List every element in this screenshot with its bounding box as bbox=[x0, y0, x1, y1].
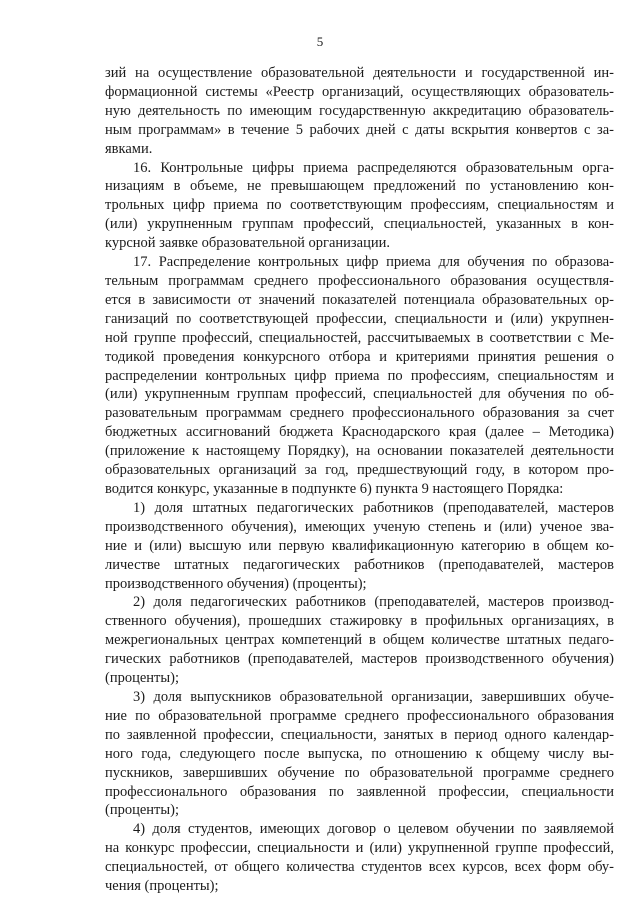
text-line: ганизаций по соответствующей профессии, специальности и (или) укрупнен- bbox=[105, 310, 614, 327]
text-line: производственного обучения) (проценты); bbox=[105, 575, 367, 592]
text-line: низациям в объеме, не превышающем предложений по установлению кон- bbox=[105, 178, 614, 195]
text-line: курсной заявке образовательной организации. bbox=[105, 235, 391, 252]
text-line: явками. bbox=[105, 140, 153, 157]
text-line: ным программам» в течение 5 рабочих дней с даты вскрытия конвертов с за- bbox=[105, 121, 614, 138]
text-line: распределении контрольных цифр приема по профессиям, специальностям и bbox=[105, 367, 614, 384]
text-line: ную деятельность по имеющим государственную аккредитацию образователь- bbox=[105, 102, 614, 119]
text-line: гических работников (преподавателей, мастеров производственного обучения) bbox=[105, 651, 614, 668]
text-line: пускников, завершивших обучение по образовательной программе среднего bbox=[105, 764, 614, 781]
text-line: межрегиональных центрах компетенций в общем количестве штатных педаго- bbox=[105, 632, 614, 649]
text-line: личестве штатных педагогических работников (преподавателей, мастеров bbox=[105, 556, 614, 573]
text-line: (или) укрупненным группам профессий, специальностей, указанных в кон- bbox=[105, 216, 614, 233]
text-line: ние по образовательной программе среднего профессионального образования bbox=[105, 707, 614, 724]
text-line: зий на осуществление образовательной деятельности и государственной ин- bbox=[105, 65, 614, 81]
text-line: тельным программам среднего профессионального образования осуществля- bbox=[105, 273, 614, 289]
text-line: 17. Распределение контрольных цифр приема для обучения по образова- bbox=[133, 254, 614, 271]
text-line: водится конкурс, указанные в подпункте 6) пункта 9 настоящего Порядка: bbox=[105, 481, 564, 497]
text-line: ной группе профессий, специальностей, рассчитываемых в соответствии с Ме- bbox=[105, 329, 614, 346]
text-line: ние и (или) высшую или первую квалификационную категорию в общем ко- bbox=[105, 537, 614, 554]
text-line: (или) укрупненным группам профессий, специальностей для обучения по об- bbox=[105, 386, 614, 403]
text-line: чения (проценты); bbox=[105, 878, 219, 895]
text-line: специальностей, от общего количества студентов всех курсов, всех форм обу- bbox=[105, 859, 614, 876]
text-line: на конкурс профессии, специальности и (или) укрупненной группе профессий, bbox=[105, 840, 614, 857]
text-line: (проценты); bbox=[105, 670, 179, 687]
text-line: 2) доля педагогических работников (преподавателей, мастеров производ- bbox=[133, 594, 614, 611]
text-line: по заявленной профессии, специальности, занятых в период одного календар- bbox=[105, 726, 614, 743]
text-line: формационной системы «Реестр организаций, осуществляющих образователь- bbox=[105, 83, 614, 100]
text-line: ного года, следующего после выпуска, по отношению к общему числу вы- bbox=[105, 745, 614, 762]
text-line: бюджетных ассигнований бюджета Краснодарского края (далее – Методика) bbox=[105, 424, 614, 441]
text-line: профессионального образования по заявленной профессии, специальности bbox=[105, 783, 614, 800]
text-line: ется в зависимости от значений показателей потенциала образовательных ор- bbox=[105, 291, 614, 308]
text-line: ственного обучения), прошедших стажировку в профильных организациях, в bbox=[105, 613, 614, 630]
text-line: разовательным программам среднего профессионального образования за счет bbox=[105, 405, 614, 422]
text-line: 4) доля студентов, имеющих договор о целевом обучении по заявляемой bbox=[133, 821, 614, 838]
text-line: тодикой проведения конкурсного отбора и критериями принятия решения о bbox=[105, 348, 614, 365]
text-line: (проценты); bbox=[105, 802, 179, 819]
text-line: 3) доля выпускников образовательной организации, завершивших обуче- bbox=[133, 689, 614, 705]
text-line: трольных цифр приема по соответствующим профессиям, специальностям и bbox=[105, 197, 614, 214]
page-number: 5 bbox=[316, 34, 324, 49]
text-line: образовательных организаций за год, предшествующий году, в котором про- bbox=[105, 462, 614, 479]
text-line: 1) доля штатных педагогических работников (преподавателей, мастеров bbox=[133, 499, 614, 516]
text-line: (приложение к настоящему Порядку), на основании показателей деятельности bbox=[105, 443, 614, 460]
text-line: производственного обучения), имеющих ученую степень и (или) ученое зва- bbox=[105, 518, 614, 535]
text-line: 16. Контрольные цифры приема распределяются образовательным орга- bbox=[133, 159, 614, 176]
